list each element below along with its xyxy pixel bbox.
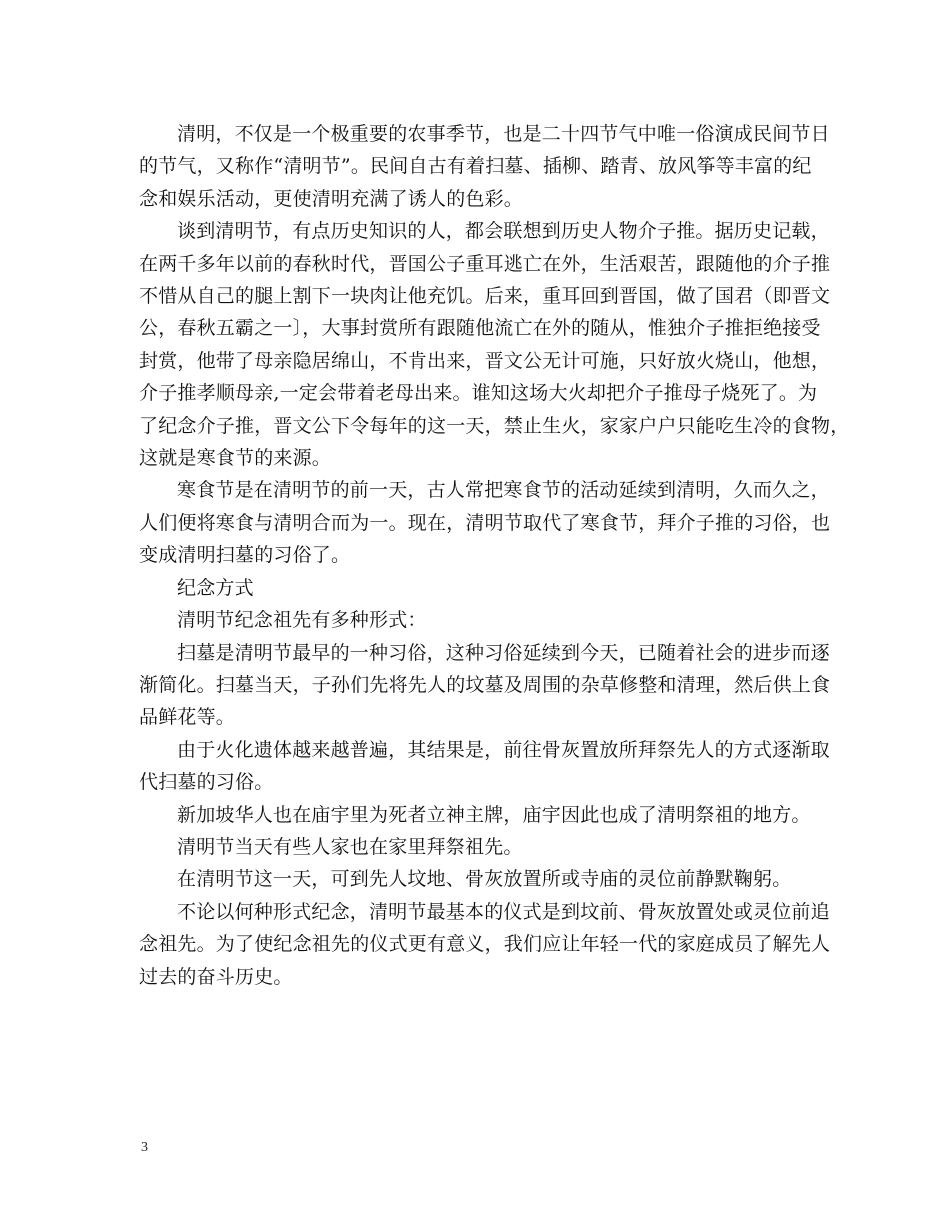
paragraph-line: 谈到清明节，有点历史知识的人，都会联想到历史人物介子推。据历史记载，	[177, 220, 830, 243]
paragraph	[139, 474, 831, 571]
paragraph	[139, 637, 831, 734]
paragraph-line: 寒食节是在清明节的前一天，古人常把寒食节的活动延续到清明，久而久之，	[177, 479, 830, 502]
paragraph-line: 念和娱乐活动，更使清明充满了诱人的色彩。	[139, 187, 524, 210]
paragraph-line: 过去的奋斗历史。	[139, 965, 293, 988]
paragraph-line: 清明，不仅是一个极重要的农事季节，也是二十四节气中唯一俗演成民间节日	[177, 123, 830, 145]
paragraph-line: 不惜从自己的腿上割下一块肉让他充饥。后来，重耳回到晋国，做了国君（即晋文	[139, 285, 831, 308]
paragraph-line: 新加坡华人也在庙宇里为死者立神主牌，庙宇因此也成了清明祭祖的地方。	[177, 803, 811, 826]
paragraph-line: 扫墓是清明节最早的一种习俗，这种习俗延续到今天，已随着社会的进步而逐	[177, 641, 830, 664]
paragraph-line: 封赏，他带了母亲隐居绵山，不肯出来，晋文公无计可施，只好放火烧山，他想，	[139, 349, 831, 372]
paragraph	[139, 118, 830, 215]
paragraph-line: 清明节纪念祖先有多种形式：	[177, 609, 427, 632]
paragraph-line: 了纪念介子推，晋文公下令每年的这一天，禁止生火，家家户户只能吃生冷的食物，	[139, 414, 850, 437]
paragraph-line: 变成清明扫墓的习俗了。	[139, 544, 351, 567]
paragraph-line: 渐简化。扫墓当天，子孙们先将先人的坟墓及周围的杂草修整和清理，然后供上食	[139, 673, 831, 696]
paragraph	[139, 863, 821, 895]
document-body	[139, 118, 850, 993]
paragraph-line: 代扫墓的习俗。	[139, 771, 274, 794]
paragraph-line: 这就是寒食节的来源。	[139, 447, 332, 470]
paragraph	[139, 215, 850, 474]
paragraph-line: 人们便将寒食与清明合而为一。现在，清明节取代了寒食节，拜介子推的习俗，也	[139, 511, 831, 534]
paragraph-line: 不论以何种形式纪念，清明节最基本的仪式是到坟前、骨灰放置处或灵位前追	[177, 900, 830, 923]
paragraph	[139, 734, 830, 799]
paragraph	[139, 831, 821, 863]
paragraph-line: 纪念方式	[177, 576, 254, 599]
paragraph	[139, 572, 821, 604]
paragraph-line: 品鲜花等。	[139, 706, 236, 729]
paragraph-line: 在清明节这一天，可到先人坟地、骨灰放置所或寺庙的灵位前静默鞠躬。	[177, 868, 792, 891]
paragraph	[139, 604, 821, 636]
paragraph-line: 介子推孝顺母亲,一定会带着老母出来。谁知这场大火却把介子推母子烧死了。为	[139, 382, 818, 405]
paragraph-line: 公，春秋五霸之一〕，大事封赏所有跟随他流亡在外的随从，惟独介子推拒绝接受	[139, 317, 821, 340]
paragraph	[139, 896, 831, 993]
paragraph-line: 由于火化遗体越来越普遍，其结果是，前往骨灰置放所拜祭先人的方式逐渐取	[177, 738, 830, 761]
paragraph	[139, 799, 821, 831]
paragraph-line: 清明节当天有些人家也在家里拜祭祖先。	[177, 835, 523, 858]
paragraph-line: 的节气，又称作“清明节”。民间自古有着扫墓、插柳、踏青、放风筝等丰富的纪	[139, 155, 812, 178]
paragraph-line: 在两千多年以前的春秋时代，晋国公子重耳逃亡在外，生活艰苦，跟随他的介子推	[139, 252, 831, 275]
paragraph-line: 念祖先。为了使纪念祖先的仪式更有意义，我们应让年轻一代的家庭成员了解先人	[139, 933, 831, 956]
page-number: 3	[141, 1140, 148, 1155]
